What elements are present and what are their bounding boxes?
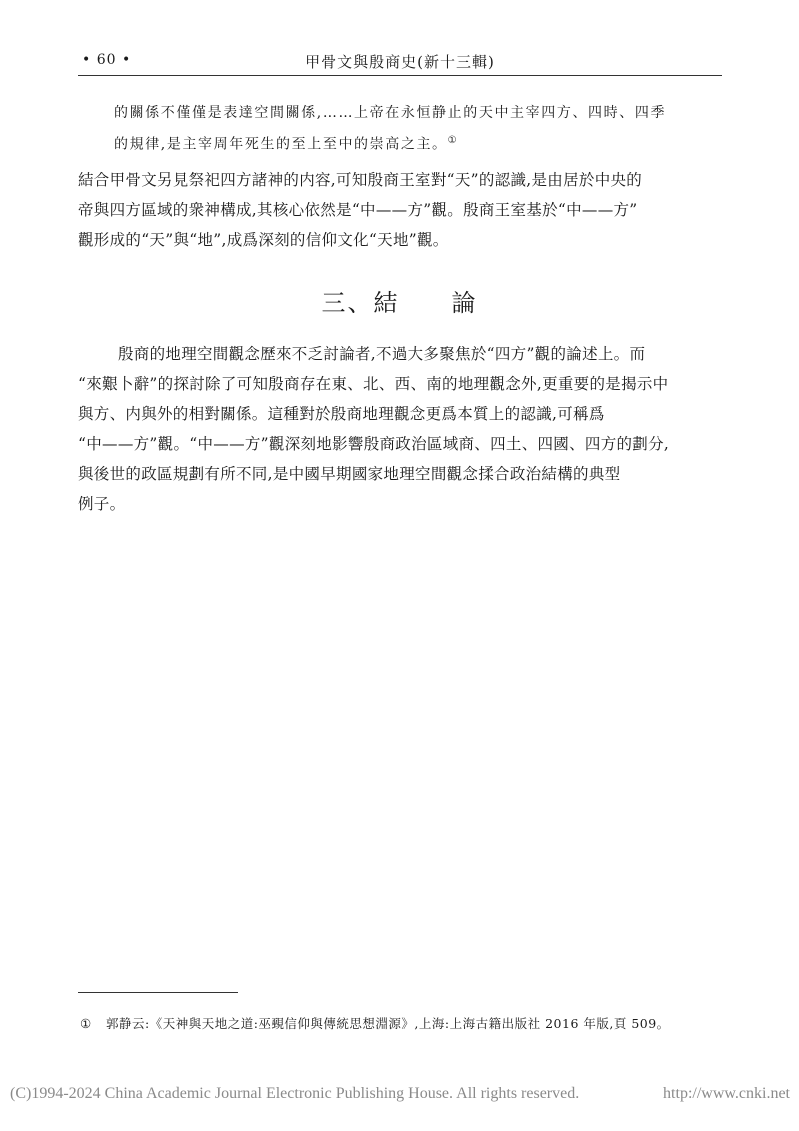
footnote [80, 1014, 670, 1032]
paragraph-line: 帝與四方區域的衆神構成,其核心依然是“中——方”觀。殷商王室基於“中——方” [78, 201, 638, 219]
paragraph-line: 與方、内與外的相對關係。這種對於殷商地理觀念更爲本質上的認識,可稱爲 [78, 405, 605, 423]
paragraph-line: 例子。 [78, 495, 126, 513]
paragraph-line: “來艱卜辭”的探討除了可知殷商存在東、北、西、南的地理觀念外,更重要的是揭示中 [78, 375, 669, 393]
paragraph-line: 殷商的地理空間觀念歷來不乏討論者,不過大多聚焦於“四方”觀的論述上。而 [118, 345, 646, 363]
quote-line: 的關係不僅僅是表達空間關係,……上帝在永恒静止的天中主宰四方、四時、四季 [114, 105, 667, 121]
quote-line [114, 127, 694, 159]
footnote-rule [78, 992, 238, 993]
header-rule [78, 75, 722, 76]
cnki-link[interactable]: http://www.cnki.net [663, 1085, 790, 1102]
copyright-bar [10, 1085, 790, 1103]
paragraph [78, 339, 724, 519]
paragraph-line: 結合甲骨文另見祭祀四方諸神的内容,可知殷商王室對“天”的認識,是由居於中央的 [78, 171, 643, 189]
copyright-notice: (C)1994-2024 China Academic Journal Electronic Publishing House. All rights reserved. [10, 1085, 580, 1102]
footnote-text: 郭静云:《天神與天地之道:巫覡信仰與傳統思想淵源》,上海:上海古籍出版社 2016 年版,頁 509。 [106, 1016, 670, 1031]
page-number: • 60 • [82, 52, 132, 68]
block-quote [114, 99, 694, 159]
journal-title: 甲骨文與殷商史(新十三輯) [305, 53, 495, 71]
paragraph-line: 與後世的政區規劃有所不同,是中國早期國家地理空間觀念揉合政治結構的典型 [78, 465, 621, 483]
paragraph-line: “中——方”觀。“中——方”觀深刻地影響殷商政治區域商、四土、四國、四方的劃分, [78, 435, 670, 453]
footnote-mark: ① [80, 1016, 92, 1031]
section-heading: 三、結 論 [321, 289, 478, 317]
quote-line-text: 的規律,是主宰周年死生的至上至中的崇高之主。 [114, 136, 448, 153]
footnote-reference[interactable]: ① [447, 135, 459, 146]
paragraph [78, 165, 724, 255]
paragraph-line: 觀形成的“天”與“地”,成爲深刻的信仰文化“天地”觀。 [78, 231, 449, 249]
running-header [78, 50, 722, 76]
